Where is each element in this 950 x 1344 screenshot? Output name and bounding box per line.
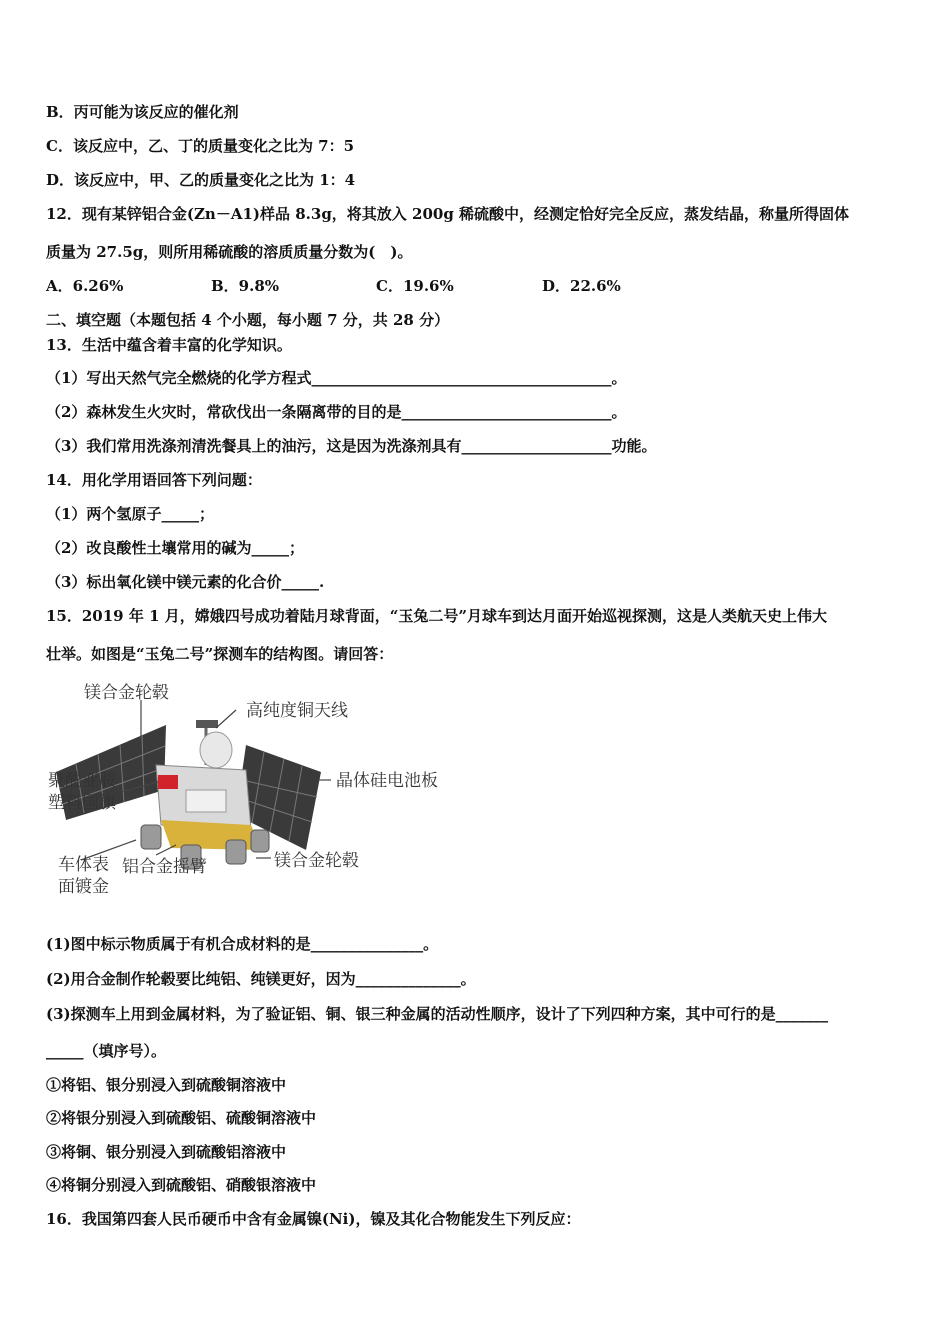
label-body-line1: 车体表 <box>58 855 109 875</box>
q12-stem-line2: 质量为 27.5g，则所用稀硫酸的溶质质量分数为( )。 <box>46 243 413 261</box>
q15-part1: (1)图中标示物质属于有机合成材料的是_______________。 <box>46 935 439 953</box>
q14-stem: 14．用化学用语回答下列问题： <box>46 471 262 489</box>
antenna-dish <box>200 732 232 768</box>
rover-diagram <box>46 680 466 905</box>
q12-option-b: B．9.8% <box>211 277 280 295</box>
label-antenna: 高纯度铜天线 <box>246 701 348 721</box>
q12-stem-line1: 12．现有某锌铝合金(Zn－A1)样品 8.3g，将其放入 200g 稀硫酸中，经测定恰好完全反应，蒸发结晶，称量所得固体 <box>46 205 850 223</box>
q15-scheme4: ④将铜分别浸入到硫酸铝、硝酸银溶液中 <box>46 1176 317 1194</box>
q11-option-d: D．该反应中，甲、乙的质量变化之比为 1：4 <box>46 171 356 189</box>
q14-part2: （2）改良酸性土壤常用的碱为_____； <box>46 539 304 557</box>
q15-part3-line2: _____（填序号）。 <box>46 1042 167 1060</box>
q13-part3: （3）我们常用洗涤剂清洗餐具上的油污，这是因为洗涤剂具有____________________功能。 <box>46 437 657 455</box>
q15-scheme2: ②将银分别浸入到硫酸铝、硫酸铜溶液中 <box>46 1109 317 1127</box>
label-hub-top: 镁合金轮毂 <box>84 683 169 703</box>
wheel <box>141 825 161 849</box>
rover-structure-figure <box>46 680 466 905</box>
q13-part2: （2）森林发生火灾时，常砍伐出一条隔离带的目的是____________________________。 <box>46 403 627 421</box>
national-flag <box>158 775 178 789</box>
q15-stem-line1: 15．2019 年 1 月，嫦娥四号成功着陆月球背面，“玉兔二号”月球车到达月面开始巡视探测，这是人类航天史上伟大 <box>46 607 827 625</box>
q12-option-c: C．19.6% <box>376 277 454 295</box>
q14-part1: （1）两个氢原子_____； <box>46 505 214 523</box>
wheel <box>251 830 269 852</box>
q15-part2: (2)用合金制作轮毂要比纯铝、纯镁更好，因为______________。 <box>46 970 476 988</box>
q11-option-c: C．该反应中，乙、丁的质量变化之比为 7：5 <box>46 137 355 155</box>
label-solar-panel: 晶体硅电池板 <box>336 771 438 791</box>
wheel <box>226 840 246 864</box>
label-hub-bottom: 镁合金轮毂 <box>274 851 359 871</box>
q15-scheme3: ③将铜、银分别浸入到硫酸铝溶液中 <box>46 1143 287 1161</box>
label-body-line2: 面镀金 <box>58 877 109 897</box>
label-arm: 铝合金摇臂 <box>122 857 207 877</box>
q15-stem-line2: 壮举。如图是“玉兔二号”探测车的结构图。请回答： <box>46 645 394 663</box>
q13-part1: （1）写出天然气完全燃烧的化学方程式________________________________________。 <box>46 369 627 387</box>
camera-mast-head <box>196 720 218 728</box>
q13-stem: 13．生活中蕴含着丰富的化学知识。 <box>46 336 292 354</box>
label-flag-line1: 聚酰亚胺 <box>48 771 116 791</box>
q11-option-b: B．丙可能为该反应的催化剂 <box>46 103 239 121</box>
q14-part3: （3）标出氧化镁中镁元素的化合价_____. <box>46 573 325 591</box>
label-flag-line2: 塑料国旗 <box>48 793 116 813</box>
section-heading: 二、填空题（本题包括 4 个小题，每小题 7 分，共 28 分） <box>46 311 450 329</box>
q15-scheme1: ①将铝、银分别浸入到硫酸铜溶液中 <box>46 1076 287 1094</box>
q12-option-d: D．22.6% <box>542 277 621 295</box>
q12-option-a: A．6.26% <box>46 277 124 295</box>
q16-stem: 16．我国第四套人民币硬币中含有金属镍(Ni)，镍及其化合物能发生下列反应： <box>46 1210 581 1228</box>
q15-part3-line1: (3)探测车上用到金属材料，为了验证铝、铜、银三种金属的活动性顺序，设计了下列四种方案，其中可行的是_______ <box>46 1005 829 1023</box>
